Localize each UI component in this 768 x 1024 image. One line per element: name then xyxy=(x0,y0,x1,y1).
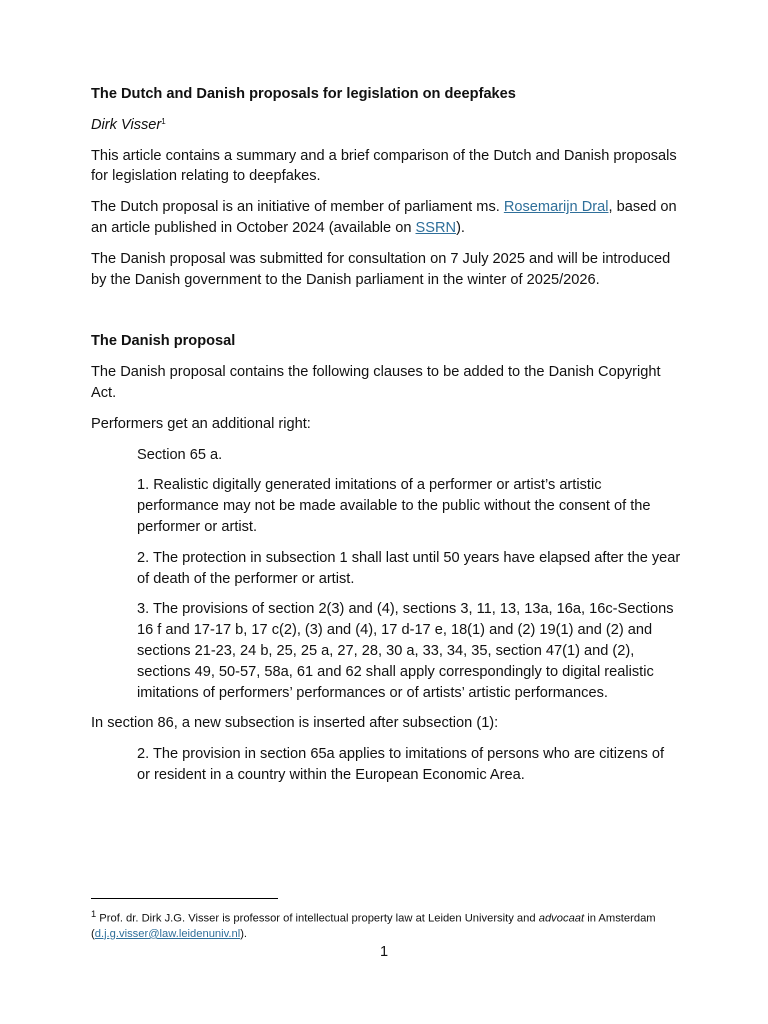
clause-2: 2. The protection in subsection 1 shall last until 50 years have elapsed after the year of death of the performer or artist. xyxy=(137,549,681,587)
footnote-italic: advocaat xyxy=(538,912,585,925)
intro-paragraph-3: The Danish proposal was submitted for consultation on 7 July 2025 and will be introduced by the Danish government to the Danish parliament in the winter of 2025/2026. xyxy=(91,250,671,288)
section-65a-label: Section 65 a. xyxy=(137,446,223,463)
footnote-text-before: Prof. dr. Dirk J.G. Visser is professor of intellectual property law at Leiden University and xyxy=(96,912,539,925)
intro-paragraph-2 xyxy=(91,197,681,239)
clause-1: 1. Realistic digitally generated imitations of a performer or artist’s artistic performance may not be made available to the public without the consent of the performer or artist. xyxy=(137,477,651,535)
footnote-text-after: in Amsterdam ( xyxy=(91,912,656,940)
intro-p2-after: ). xyxy=(456,219,465,236)
clause-section-86: 2. The provision in section 65a applies to imitations of persons who are citizens of or resident in a country within the European Economic Area. xyxy=(137,746,665,783)
rosemarijn-dral-link[interactable]: Rosemarijn Dral xyxy=(503,199,609,216)
danish-paragraph-1: The Danish proposal contains the following clauses to be added to the Danish Copyright Act. xyxy=(91,364,661,401)
ssrn-link[interactable]: SSRN xyxy=(415,219,457,236)
clause-3: 3. The provisions of section 2(3) and (4), sections 3, 11, 13, 13a, 16a, 16c-Sections 16 f and 17-17 b, 17 c(2), (3) and (4), 17 d-17 e, 18(1) and (2) 19(1) and (2) and sections 21-23, 24 b, 25, 25 a, 27, 28, 30 a, 33, 34, 35, section 47(1) and (2), sections 49, 50-57, 58a, 61 and 62 shall apply correspondingly to digital realistic imitations of performers’ performances or of artists’ artistic performances. xyxy=(137,601,674,701)
intro-p2-before: The Dutch proposal is an initiative of member of parliament ms. xyxy=(91,199,504,216)
footnote-number: 1 xyxy=(91,909,97,919)
danish-paragraph-2: Performers get an additional right: xyxy=(91,415,311,432)
footnote-text-end: ). xyxy=(240,927,248,940)
danish-paragraph-3: In section 86, a new subsection is inserted after subsection (1): xyxy=(91,715,499,732)
danish-proposal-heading: The Danish proposal xyxy=(91,333,236,350)
intro-p2-middle: , based on an article published in October 2024 (available on xyxy=(91,199,677,236)
document-body xyxy=(91,84,681,796)
document-title: The Dutch and Danish proposals for legislation on deepfakes xyxy=(91,86,516,102)
footnote-separator xyxy=(91,898,278,899)
page-number: 1 xyxy=(379,944,389,960)
email-link[interactable]: d.j.g.visser@law.leidenuniv.nl xyxy=(94,927,241,940)
author-name: Dirk Visser xyxy=(91,116,162,133)
footnote xyxy=(91,907,691,942)
footnote-ref[interactable]: 1 xyxy=(161,116,166,126)
intro-paragraph-1: This article contains a summary and a brief comparison of the Dutch and Danish proposals for legislation relating to deepfakes. xyxy=(91,147,677,185)
author-line xyxy=(91,115,681,136)
